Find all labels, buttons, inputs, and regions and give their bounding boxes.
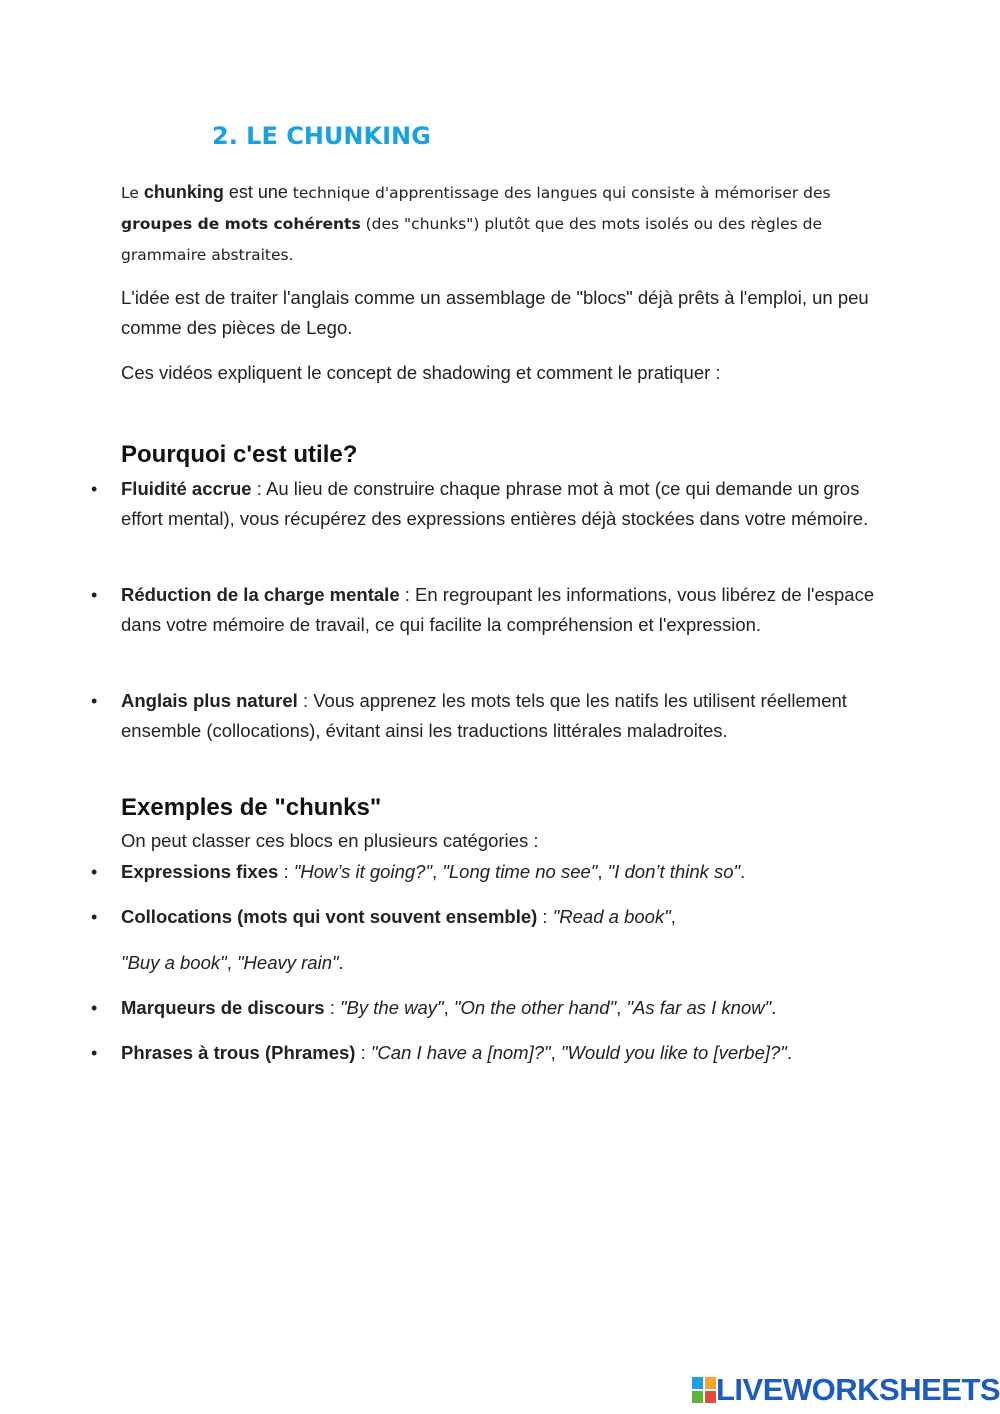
term-chunking: chunking (143, 182, 224, 202)
list-item: • Anglais plus naturel : Vous apprenez les mots tels que les natifs les utilisent réellement ensemble (collocations), évitant ainsi les traductions littérales maladroites. (121, 686, 891, 746)
bullet-icon: • (91, 862, 98, 882)
list-item: • Collocations (mots qui vont souvent ensemble) : "Read a book", (121, 902, 891, 932)
liveworksheets-logo-icon (692, 1377, 716, 1403)
list-item: • Phrases à trous (Phrames) : "Can I have a [nom]?", "Would you like to [verbe]?". (121, 1038, 891, 1068)
bullet-icon: • (91, 907, 98, 927)
examples-intro: On peut classer ces blocs en plusieurs catégories : (121, 830, 539, 851)
bullet-icon: • (91, 1043, 98, 1063)
page-title: 2. LE CHUNKING (212, 122, 431, 150)
liveworksheets-logo (692, 1374, 1000, 1406)
bullet-icon: • (91, 998, 98, 1018)
heading-pourquoi: Pourquoi c'est utile? (121, 441, 358, 468)
list-item: • Expressions fixes : "How’s it going?", "Long time no see", "I don’t think so". (121, 857, 891, 887)
list-item: • Marqueurs de discours : "By the way", "On the other hand", "As far as I know". (121, 993, 891, 1023)
paragraph-lego: L'idée est de traiter l'anglais comme un assemblage de "blocs" déjà prêts à l'emploi, un peu comme des pièces de Lego. (121, 287, 869, 338)
bullet-icon: • (91, 691, 98, 711)
bullet-icon: • (91, 479, 98, 499)
list-item: • Réduction de la charge mentale : En regroupant les informations, vous libérez de l'espace dans votre mémoire de travail, ce qui facilite la compréhension et l'expression. (121, 580, 891, 640)
bullet-icon: • (91, 585, 98, 605)
list-item-continuation: "Buy a book", "Heavy rain". (121, 952, 344, 973)
logo-text: LIVEWORKSHEETS (716, 1372, 1000, 1407)
paragraph-videos: Ces vidéos expliquent le concept de shadowing et comment le pratiquer : (121, 362, 721, 383)
heading-exemples: Exemples de "chunks" (121, 794, 382, 821)
intro-paragraph: Le chunking est une technique d'apprentissage des langues qui consiste à mémoriser des groupes de mots cohérents (des "chunks") plutôt que des mots isolés ou des règles de grammaire abstraites. (121, 182, 831, 264)
term-groupes: groupes de mots cohérents (121, 215, 361, 233)
list-item: • Fluidité accrue : Au lieu de construire chaque phrase mot à mot (ce qui demande un gros effort mental), vous récupérez des expressions entières déjà stockées dans votre mémoire. (121, 474, 891, 534)
